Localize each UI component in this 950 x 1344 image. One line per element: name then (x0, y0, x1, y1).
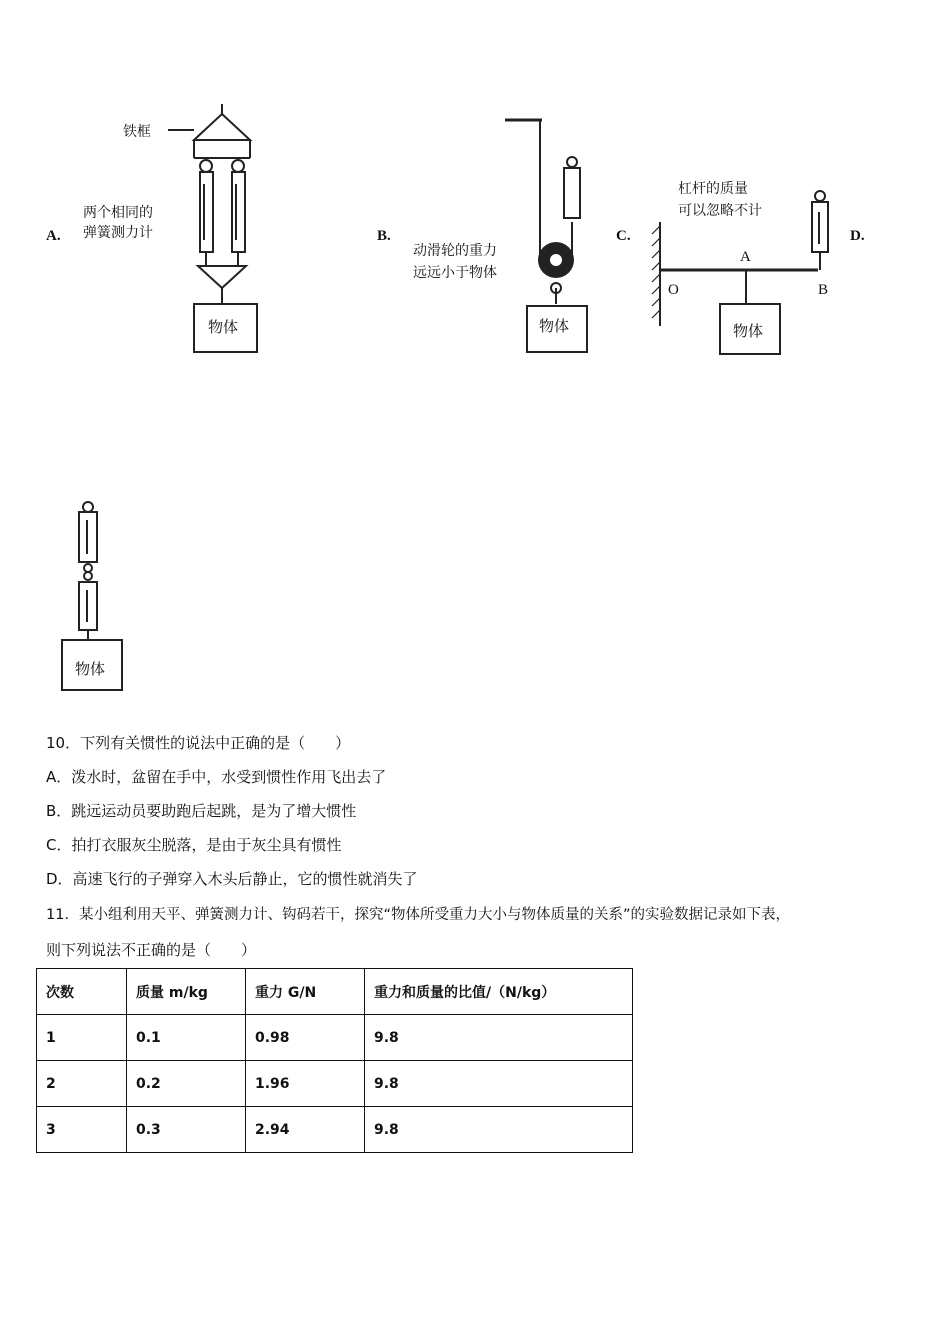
table-cell: 9.8 (365, 1015, 633, 1061)
table-row (37, 1107, 633, 1153)
table-cell: 9.8 (365, 1061, 633, 1107)
table-cell: 3 (37, 1107, 127, 1153)
lever-point-a: A (740, 249, 751, 265)
table-row (37, 1061, 633, 1107)
header-mass: 质量 m/kg (127, 969, 246, 1015)
table-cell: 1.96 (246, 1061, 365, 1107)
option-b-label: B. (377, 228, 391, 244)
lever-mass-label (678, 178, 762, 222)
table-cell: 0.2 (127, 1061, 246, 1107)
option-c-label: C. (616, 228, 631, 244)
header-count: 次数 (37, 969, 127, 1015)
table-cell: 2.94 (246, 1107, 365, 1153)
figure-d-object-label: 物体 (75, 660, 106, 678)
spring-label-line-1: 两个相同的 (83, 205, 153, 221)
lever-point-b: B (818, 282, 829, 298)
figure-b-object-label: 物体 (539, 317, 570, 335)
pulley-label-line-1: 动滑轮的重力 (413, 243, 497, 259)
spring-label-line-2: 弹簧测力计 (83, 225, 153, 241)
pulley-label-line-2: 远远小于物体 (413, 265, 497, 281)
q10-option-b: B．跳远运动员要助跑后起跳，是为了增大惯性 (46, 802, 357, 820)
pulley-label (413, 240, 497, 284)
table-row (37, 1015, 633, 1061)
table-cell: 1 (37, 1015, 127, 1061)
q10-option-a: A．泼水时，盆留在手中，水受到惯性作用飞出去了 (46, 768, 387, 786)
lever-label-line-2: 可以忽略不计 (678, 203, 762, 219)
header-ratio: 重力和质量的比值/（N/kg） (365, 969, 633, 1015)
option-a-label: A. (46, 228, 61, 244)
lever-point-o: O (668, 282, 679, 298)
header-weight: 重力 G/N (246, 969, 365, 1015)
table-header-row (37, 969, 633, 1015)
q11-stem-line-2: 则下列说法不正确的是（ ） (46, 941, 257, 959)
table-cell: 2 (37, 1061, 127, 1107)
option-d-label: D. (850, 228, 865, 244)
q10-stem: 10．下列有关惯性的说法中正确的是（ ） (46, 734, 351, 752)
table-cell: 0.3 (127, 1107, 246, 1153)
data-table (36, 968, 633, 1153)
figure-c-object-label: 物体 (733, 322, 764, 340)
q10-option-c: C．拍打衣服灰尘脱落，是由于灰尘具有惯性 (46, 836, 342, 854)
q10-option-d: D．高速飞行的子弹穿入木头后静止，它的惯性就消失了 (46, 870, 418, 888)
figure-a-object-label: 物体 (208, 318, 239, 336)
table-cell: 9.8 (365, 1107, 633, 1153)
table-cell: 0.98 (246, 1015, 365, 1061)
q11-stem-line-1: 11．某小组利用天平、弹簧测力计、钩码若干，探究“物体所受重力大小与物体质量的关系”的实验数据记录如下表， (46, 907, 790, 923)
table-cell: 0.1 (127, 1015, 246, 1061)
frame-label: 铁框 (123, 124, 151, 140)
spring-scales-label (83, 203, 153, 243)
lever-label-line-1: 杠杆的质量 (678, 181, 748, 197)
